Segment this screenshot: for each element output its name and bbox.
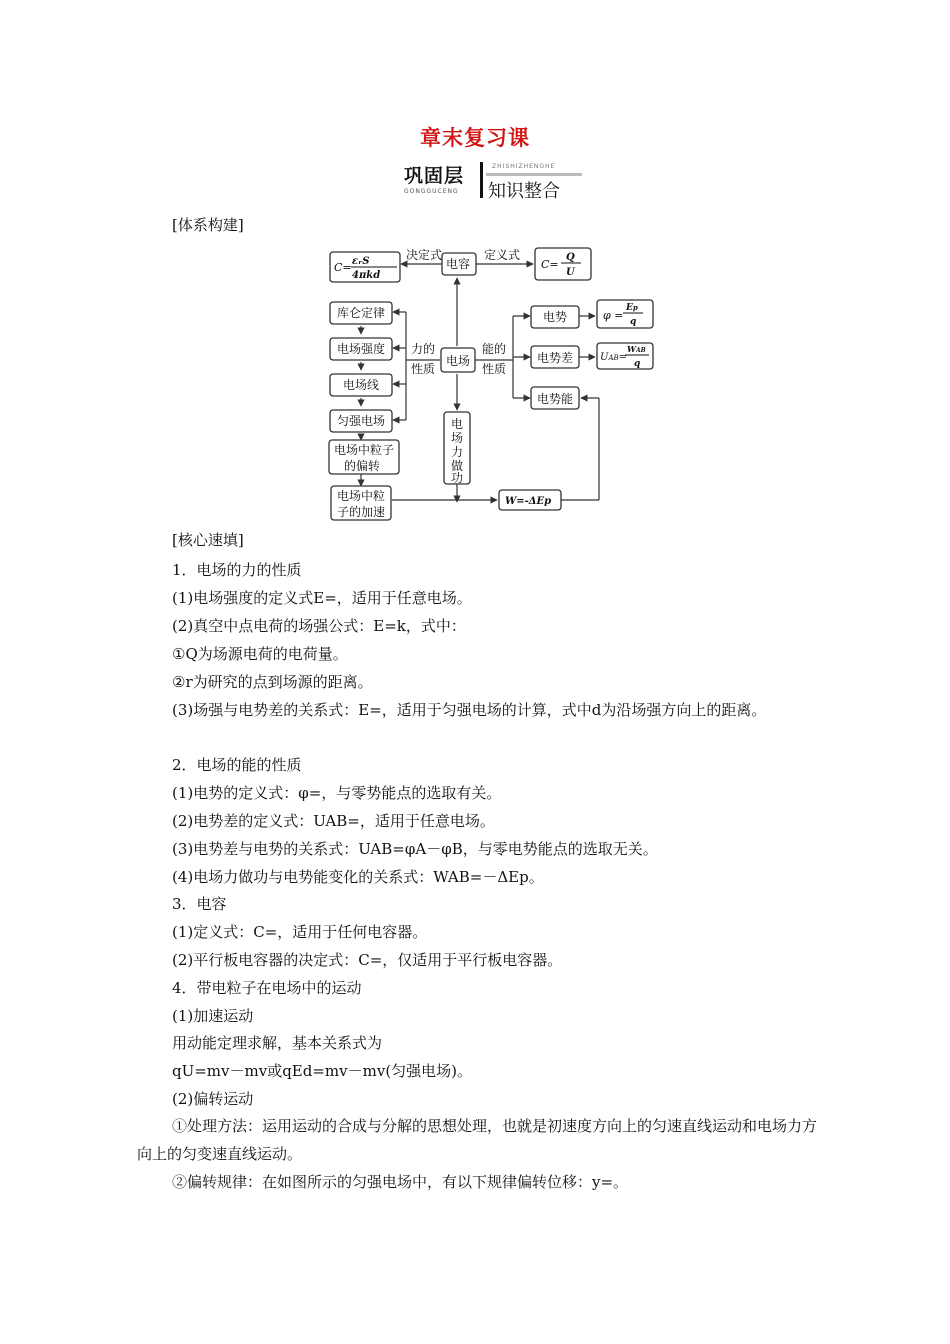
core-s1-1: (1)电场强度的定义式E=，适用于任意电场。 xyxy=(172,589,472,607)
diagram-field: 电场 xyxy=(446,354,471,368)
diagram-force-nature: 性质 xyxy=(411,362,436,376)
core-s3-1: (1)定义式：C=，适用于任何电容器。 xyxy=(172,923,428,941)
knowledge-diagram xyxy=(325,240,670,525)
svg-text:C=: C= xyxy=(541,258,559,271)
diagram-left-item: 电场强度 xyxy=(337,342,386,356)
diagram-left-item: 匀强电场 xyxy=(337,414,386,428)
svg-text:φ =: φ = xyxy=(603,309,624,322)
core-s4-4: (2)偏转运动 xyxy=(172,1090,254,1108)
core-s2-1: (1)电势的定义式：φ=，与零势能点的选取有关。 xyxy=(172,784,502,802)
core-s1-2: (2)真空中点电荷的场强公式：E=k，式中： xyxy=(172,617,466,635)
diagram-pot-energy: 电势能 xyxy=(537,392,574,406)
diagram-define-label: 定义式 xyxy=(484,248,521,262)
core-s1-3: ①Q为场源电荷的电荷量。 xyxy=(172,645,348,663)
diagram-deflect-line: 的偏转 xyxy=(344,459,381,473)
svg-text:U: U xyxy=(566,267,575,278)
diagram-work-formula: W=-ΔEp xyxy=(505,496,552,507)
svg-text:C=: C= xyxy=(334,261,352,274)
core-s2: 2．电场的能的性质 xyxy=(172,756,302,774)
diagram-potential: 电势 xyxy=(543,310,568,324)
section-system-heading: [体系构建] xyxy=(172,216,244,234)
core-s4-1: (1)加速运动 xyxy=(172,1007,254,1025)
core-s3-2: (2)平行板电容器的决定式：C=，仅适用于平行板电容器。 xyxy=(172,951,563,969)
core-s4-5: ①处理方法：运用运动的合成与分解的思想处理，也就是初速度方向上的匀速直线运动和电场力方向上的匀变速直线运动。 xyxy=(137,1117,818,1163)
svg-text:Q: Q xyxy=(566,252,575,263)
core-s2-4: (4)电场力做功与电势能变化的关系式：WAB=－ΔEp。 xyxy=(172,868,544,886)
diagram-work-char: 力 xyxy=(451,445,464,459)
core-s3: 3．电容 xyxy=(172,895,227,913)
core-s1-5: (3)场强与电势差的关系式：E=，适用于匀强电场的计算，式中d为沿场强方向上的距离。 xyxy=(172,701,767,719)
svg-text:4πkd: 4πkd xyxy=(352,270,381,281)
diagram-force-nature: 力的 xyxy=(411,342,436,356)
banner-left-text: 巩固层 xyxy=(404,165,465,187)
diagram-work-char: 做 xyxy=(451,459,464,473)
banner-divider xyxy=(480,162,483,198)
core-s1: 1．电场的力的性质 xyxy=(172,561,302,579)
page-title: 章末复习课 xyxy=(420,125,530,150)
diagram-energy-nature: 性质 xyxy=(482,362,507,376)
banner-right-text: 知识整合 xyxy=(488,181,560,202)
diagram-deflect-line: 电场中粒子 xyxy=(334,443,395,457)
diagram-capacitance: 电容 xyxy=(446,257,471,271)
svg-text:q: q xyxy=(634,359,641,369)
core-s4-3: qU=mv－mv或qEd=mv－mv(匀强电场)。 xyxy=(172,1062,473,1080)
svg-text:εᵣS: εᵣS xyxy=(352,256,370,267)
diagram-work-char: 功 xyxy=(451,471,464,485)
banner-rule xyxy=(486,173,582,176)
core-s2-2: (2)电势差的定义式：UAB=，适用于任意电场。 xyxy=(172,812,495,830)
svg-text:WAB: WAB xyxy=(627,344,646,354)
diagram-work-char: 电 xyxy=(451,417,464,431)
section-banner xyxy=(402,160,582,200)
core-s4-2: 用动能定理求解，基本关系式为 xyxy=(172,1034,383,1052)
diagram-left-item: 库仑定律 xyxy=(337,306,386,320)
diagram-left-item: 电场线 xyxy=(343,378,380,392)
core-s4-6: ②偏转规律：在如图所示的匀强电场中，有以下规律偏转位移：y=。 xyxy=(172,1173,629,1191)
svg-text:Ep: Ep xyxy=(626,303,638,313)
banner-left-pinyin: GONGGUCENG xyxy=(404,188,459,195)
diagram-work-char: 场 xyxy=(451,431,464,445)
diagram-pot-diff: 电势差 xyxy=(537,351,574,365)
diagram-accel-line: 电场中粒 xyxy=(337,489,386,503)
core-s2-3: (3)电势差与电势的关系式：UAB=φA－φB，与零电势能点的选取无关。 xyxy=(172,840,658,858)
diagram-energy-nature: 能的 xyxy=(482,342,507,356)
svg-text:q: q xyxy=(630,317,637,327)
core-s1-4: ②r为研究的点到场源的距离。 xyxy=(172,673,373,691)
section-core-heading: [核心速填] xyxy=(172,531,244,549)
diagram-accel-line: 子的加速 xyxy=(337,505,386,519)
diagram-decide-label: 决定式 xyxy=(406,248,443,262)
svg-text:UAB=: UAB= xyxy=(600,352,628,363)
banner-right-pinyin: ZHISHIZHENGHE xyxy=(492,163,556,170)
core-s4: 4．带电粒子在电场中的运动 xyxy=(172,979,362,997)
